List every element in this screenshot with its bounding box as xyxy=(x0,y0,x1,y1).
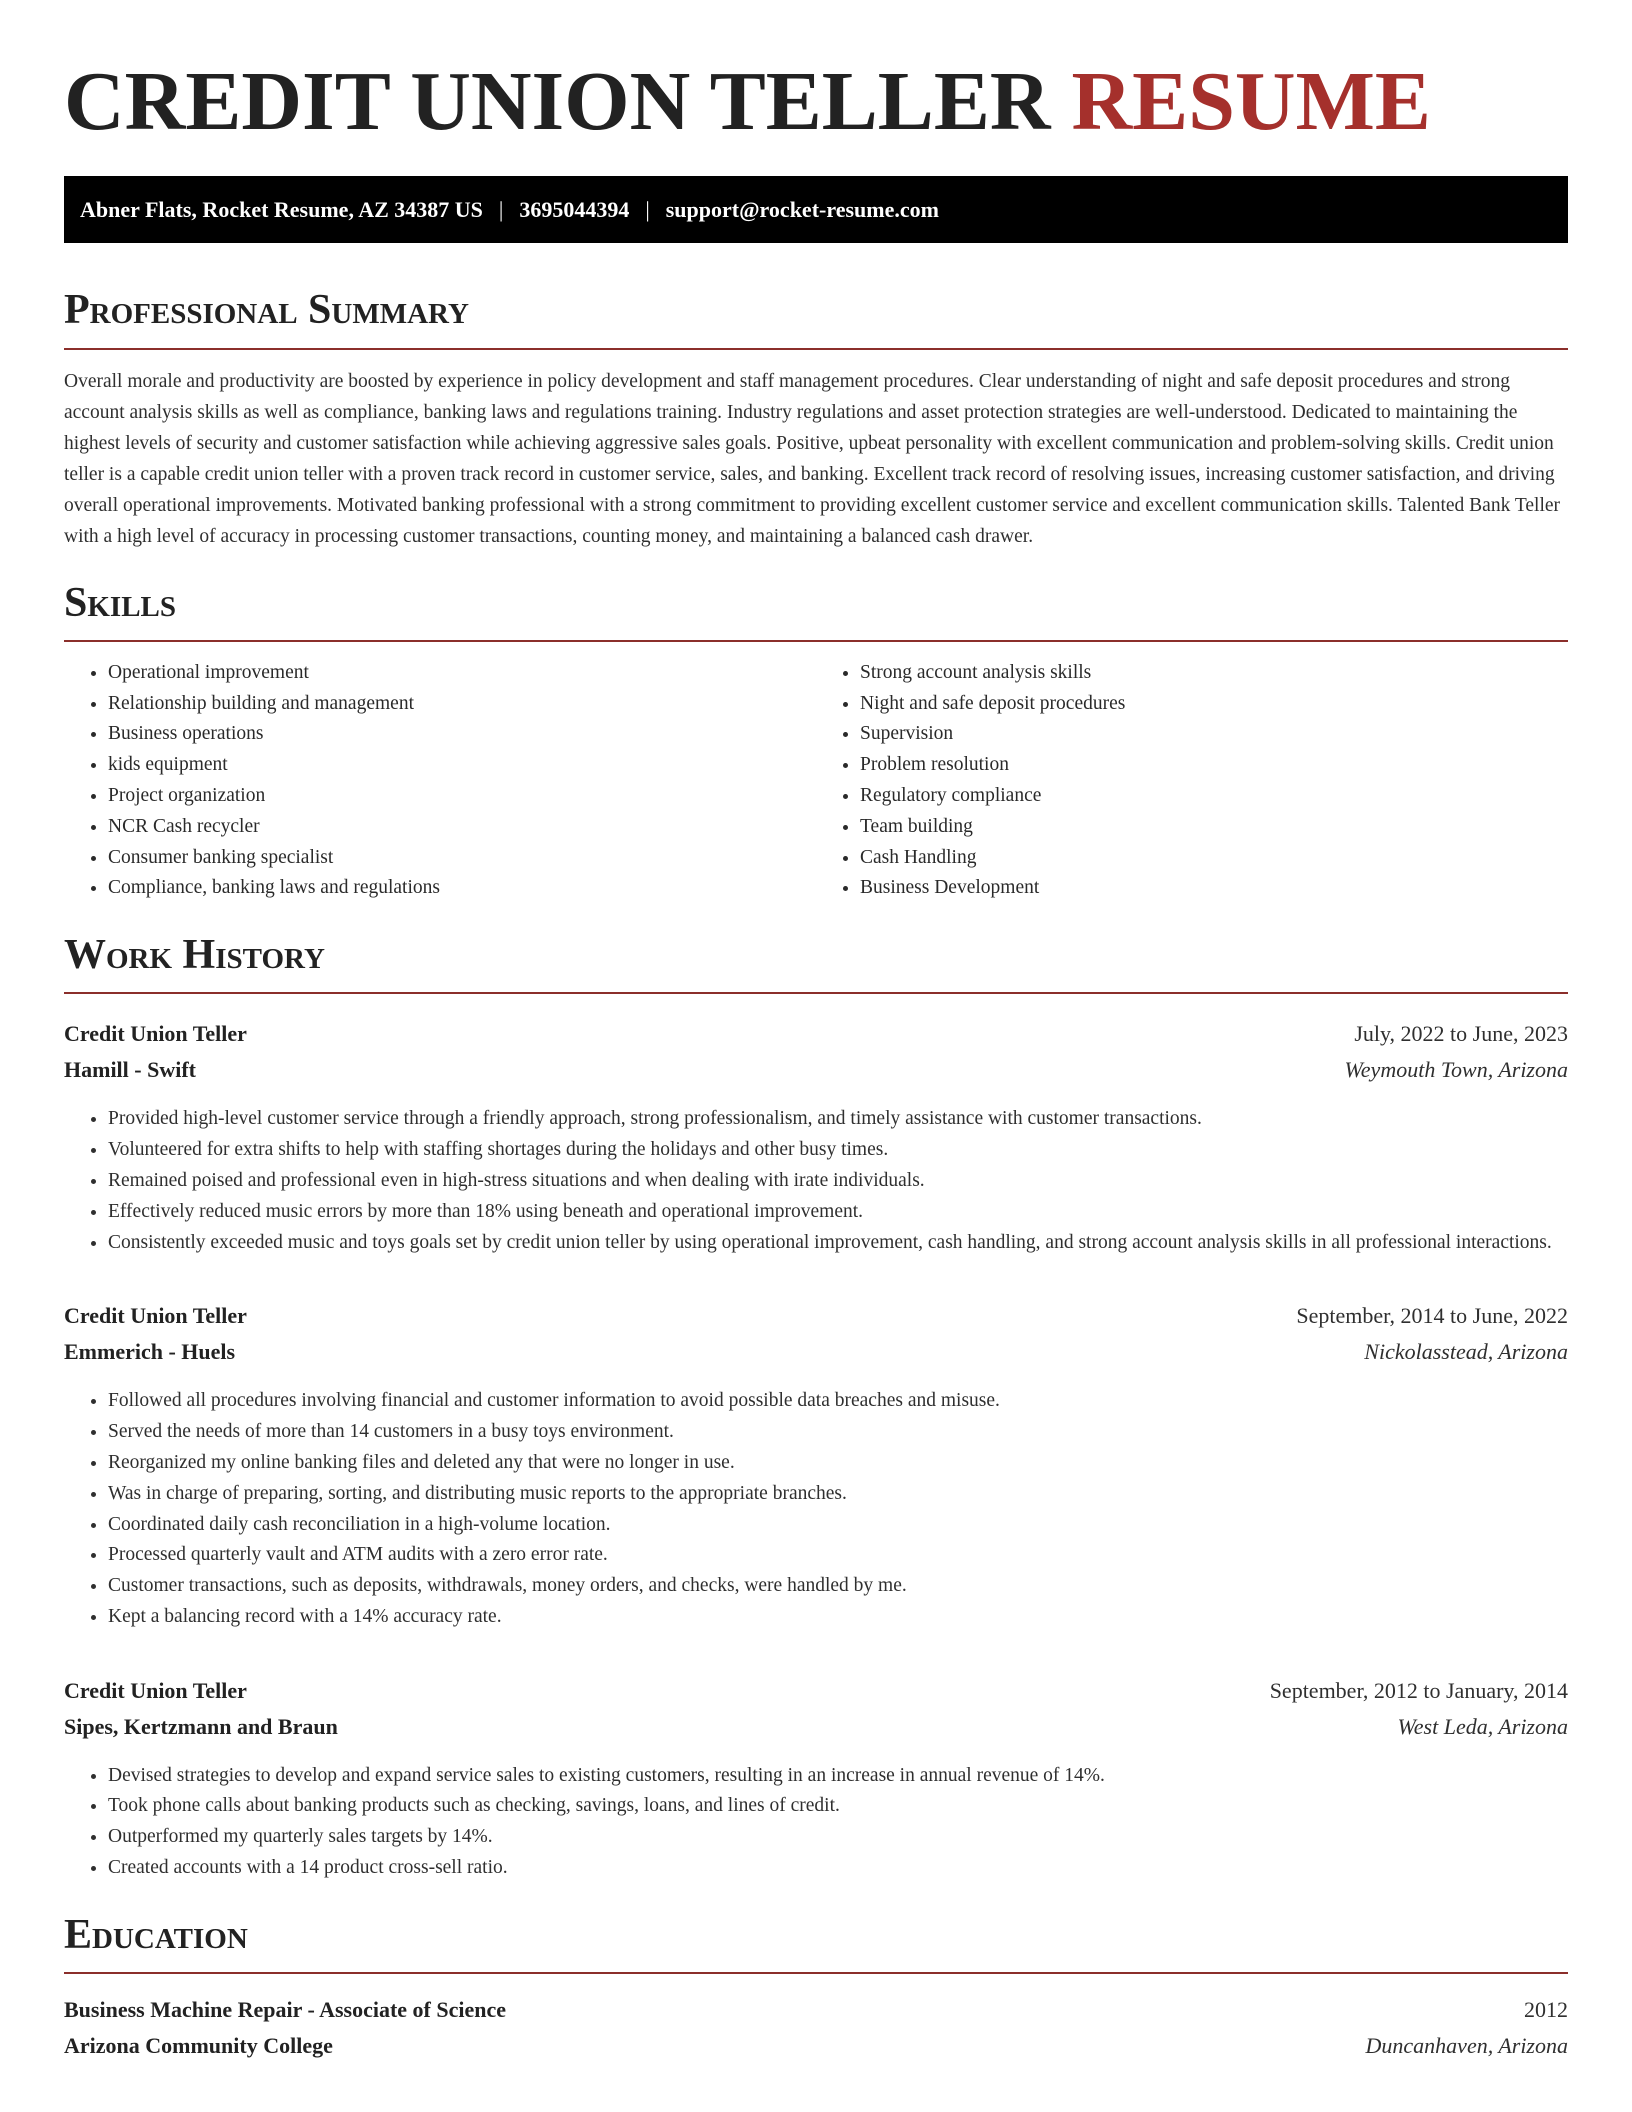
skills-list-right xyxy=(816,658,1568,904)
job-company-row xyxy=(64,1334,1568,1370)
skill-item: • Cash Handling xyxy=(860,843,1568,874)
job-bullets xyxy=(64,1104,1568,1258)
skill-item: • Business operations xyxy=(108,719,816,750)
skill-item: • Compliance, banking laws and regulations xyxy=(108,873,816,904)
skill-item: • Strong account analysis skills xyxy=(860,658,1568,689)
job-bullet: • Processed quarterly vault and ATM audits with a zero error rate. xyxy=(108,1540,1568,1571)
summary-text: Overall morale and productivity are boosted by experience in policy development and staff management procedures. Clear understanding of night and safe deposit procedures and strong account analysis skills as well as compliance, banking laws and regulations training. Industry regulations and asset protection strategies are well-understood. Dedicated to maintaining the highest levels of security and customer satisfaction while achieving aggressive sales goals. Positive, upbeat personality with excellent communication and problem-solving skills. Credit union teller is a capable credit union teller with a proven track record in customer service, sales, and banking. Excellent track record of resolving issues, increasing customer satisfaction, and driving overall operational improvements. Motivated banking professional with a strong commitment to providing excellent customer service and excellent communication skills. Talented Bank Teller with a high level of accuracy in processing customer transactions, counting money, and maintaining a balanced cash drawer. xyxy=(64,370,1561,547)
job-entry xyxy=(64,1673,1568,1884)
job-bullet: • Outperformed my quarterly sales targets by 14%. xyxy=(108,1822,1568,1853)
education-school: Arizona Community College xyxy=(64,2033,333,2059)
skill-item: • NCR Cash recycler xyxy=(108,812,816,843)
summary-heading: Professional Summary xyxy=(64,287,1568,349)
education-year: 2012 xyxy=(1524,1997,1568,2023)
job-bullet: • Remained poised and professional even in high-stress situations and when dealing with irate individuals. xyxy=(108,1166,1568,1197)
job-bullet: • Created accounts with a 14 product cross-sell ratio. xyxy=(108,1853,1568,1884)
skill-item: • Night and safe deposit procedures xyxy=(860,689,1568,720)
skill-item: • Regulatory compliance xyxy=(860,781,1568,812)
job-bullet: • Followed all procedures involving financial and customer information to avoid possible data breaches and misuse. xyxy=(108,1386,1568,1417)
title-accent: RESUME xyxy=(1071,55,1431,148)
title-main: CREDIT UNION TELLER xyxy=(64,55,1051,148)
job-title: Credit Union Teller xyxy=(64,1303,247,1329)
skill-item: • Relationship building and management xyxy=(108,689,816,720)
education-degree: Business Machine Repair - Associate of Science xyxy=(64,1997,507,2023)
skill-item: • kids equipment xyxy=(108,750,816,781)
job-dates: September, 2012 to January, 2014 xyxy=(1269,1677,1568,1703)
job-company-row xyxy=(64,1052,1568,1088)
job-bullet: • Devised strategies to develop and expand service sales to existing customers, resulting in an increase in annual revenue of 14%. xyxy=(108,1761,1568,1792)
contact-bar xyxy=(64,176,1568,243)
job-location: Weymouth Town, Arizona xyxy=(1344,1057,1568,1083)
skill-item: • Operational improvement xyxy=(108,658,816,689)
job-dates: July, 2022 to June, 2023 xyxy=(1354,1021,1568,1047)
job-entry xyxy=(64,1298,1568,1632)
skills-columns xyxy=(64,658,1568,904)
skills-heading: Skills xyxy=(64,580,1568,642)
skill-item: • Project organization xyxy=(108,781,816,812)
job-location: Nickolasstead, Arizona xyxy=(1364,1339,1568,1365)
job-header-row xyxy=(64,1673,1568,1709)
skill-item: • Supervision xyxy=(860,719,1568,750)
job-company: Emmerich - Huels xyxy=(64,1339,236,1365)
job-title: Credit Union Teller xyxy=(64,1677,247,1703)
job-bullets xyxy=(64,1386,1568,1632)
contact-address: Abner Flats, Rocket Resume, AZ 34387 US xyxy=(80,196,483,222)
job-bullets xyxy=(64,1761,1568,1884)
job-entry xyxy=(64,1016,1568,1258)
job-header-row xyxy=(64,1016,1568,1052)
job-header-row xyxy=(64,1298,1568,1334)
contact-separator: | xyxy=(645,196,650,222)
education-location: Duncanhaven, Arizona xyxy=(1365,2033,1568,2059)
education-school-row xyxy=(64,2028,1568,2064)
resume-title xyxy=(64,56,1568,148)
work-history-heading: Work History xyxy=(64,932,1568,994)
contact-email: support@rocket-resume.com xyxy=(665,196,939,222)
job-bullet: • Effectively reduced music errors by more than 18% using beneath and operational improvement. xyxy=(108,1197,1568,1228)
education-heading: Education xyxy=(64,1912,1568,1974)
education-degree-row xyxy=(64,1992,1568,2028)
job-bullet: • Volunteered for extra shifts to help with staffing shortages during the holidays and other busy times. xyxy=(108,1135,1568,1166)
job-bullet: • Customer transactions, such as deposits, withdrawals, money orders, and checks, were handled by me. xyxy=(108,1571,1568,1602)
skill-item: • Business Development xyxy=(860,873,1568,904)
job-bullet: • Consistently exceeded music and toys goals set by credit union teller by using operational improvement, cash handling, and strong account analysis skills in all professional interactions. xyxy=(108,1228,1568,1259)
education-entry xyxy=(64,1992,1568,2064)
job-bullet: • Served the needs of more than 14 customers in a busy toys environment. xyxy=(108,1417,1568,1448)
job-bullet: • Provided high-level customer service through a friendly approach, strong professionalism, and timely assistance with customer transactions. xyxy=(108,1104,1568,1135)
job-bullet: • Reorganized my online banking files and deleted any that were no longer in use. xyxy=(108,1448,1568,1479)
job-company: Hamill - Swift xyxy=(64,1057,196,1083)
job-company-row xyxy=(64,1709,1568,1745)
job-company: Sipes, Kertzmann and Braun xyxy=(64,1713,338,1739)
job-bullet: • Kept a balancing record with a 14% accuracy rate. xyxy=(108,1602,1568,1633)
skill-item: • Problem resolution xyxy=(860,750,1568,781)
job-bullet: • Was in charge of preparing, sorting, and distributing music reports to the appropriate branches. xyxy=(108,1479,1568,1510)
job-bullet: • Took phone calls about banking products such as checking, savings, loans, and lines of credit. xyxy=(108,1791,1568,1822)
job-title: Credit Union Teller xyxy=(64,1021,247,1047)
skill-item: • Consumer banking specialist xyxy=(108,843,816,874)
skill-item: • Team building xyxy=(860,812,1568,843)
skills-list-left xyxy=(64,658,816,904)
job-bullet: • Coordinated daily cash reconciliation in a high-volume location. xyxy=(108,1510,1568,1541)
contact-phone: 3695044394 xyxy=(519,196,630,222)
job-dates: September, 2014 to June, 2022 xyxy=(1296,1303,1568,1329)
job-location: West Leda, Arizona xyxy=(1397,1713,1568,1739)
contact-separator: | xyxy=(498,196,504,222)
